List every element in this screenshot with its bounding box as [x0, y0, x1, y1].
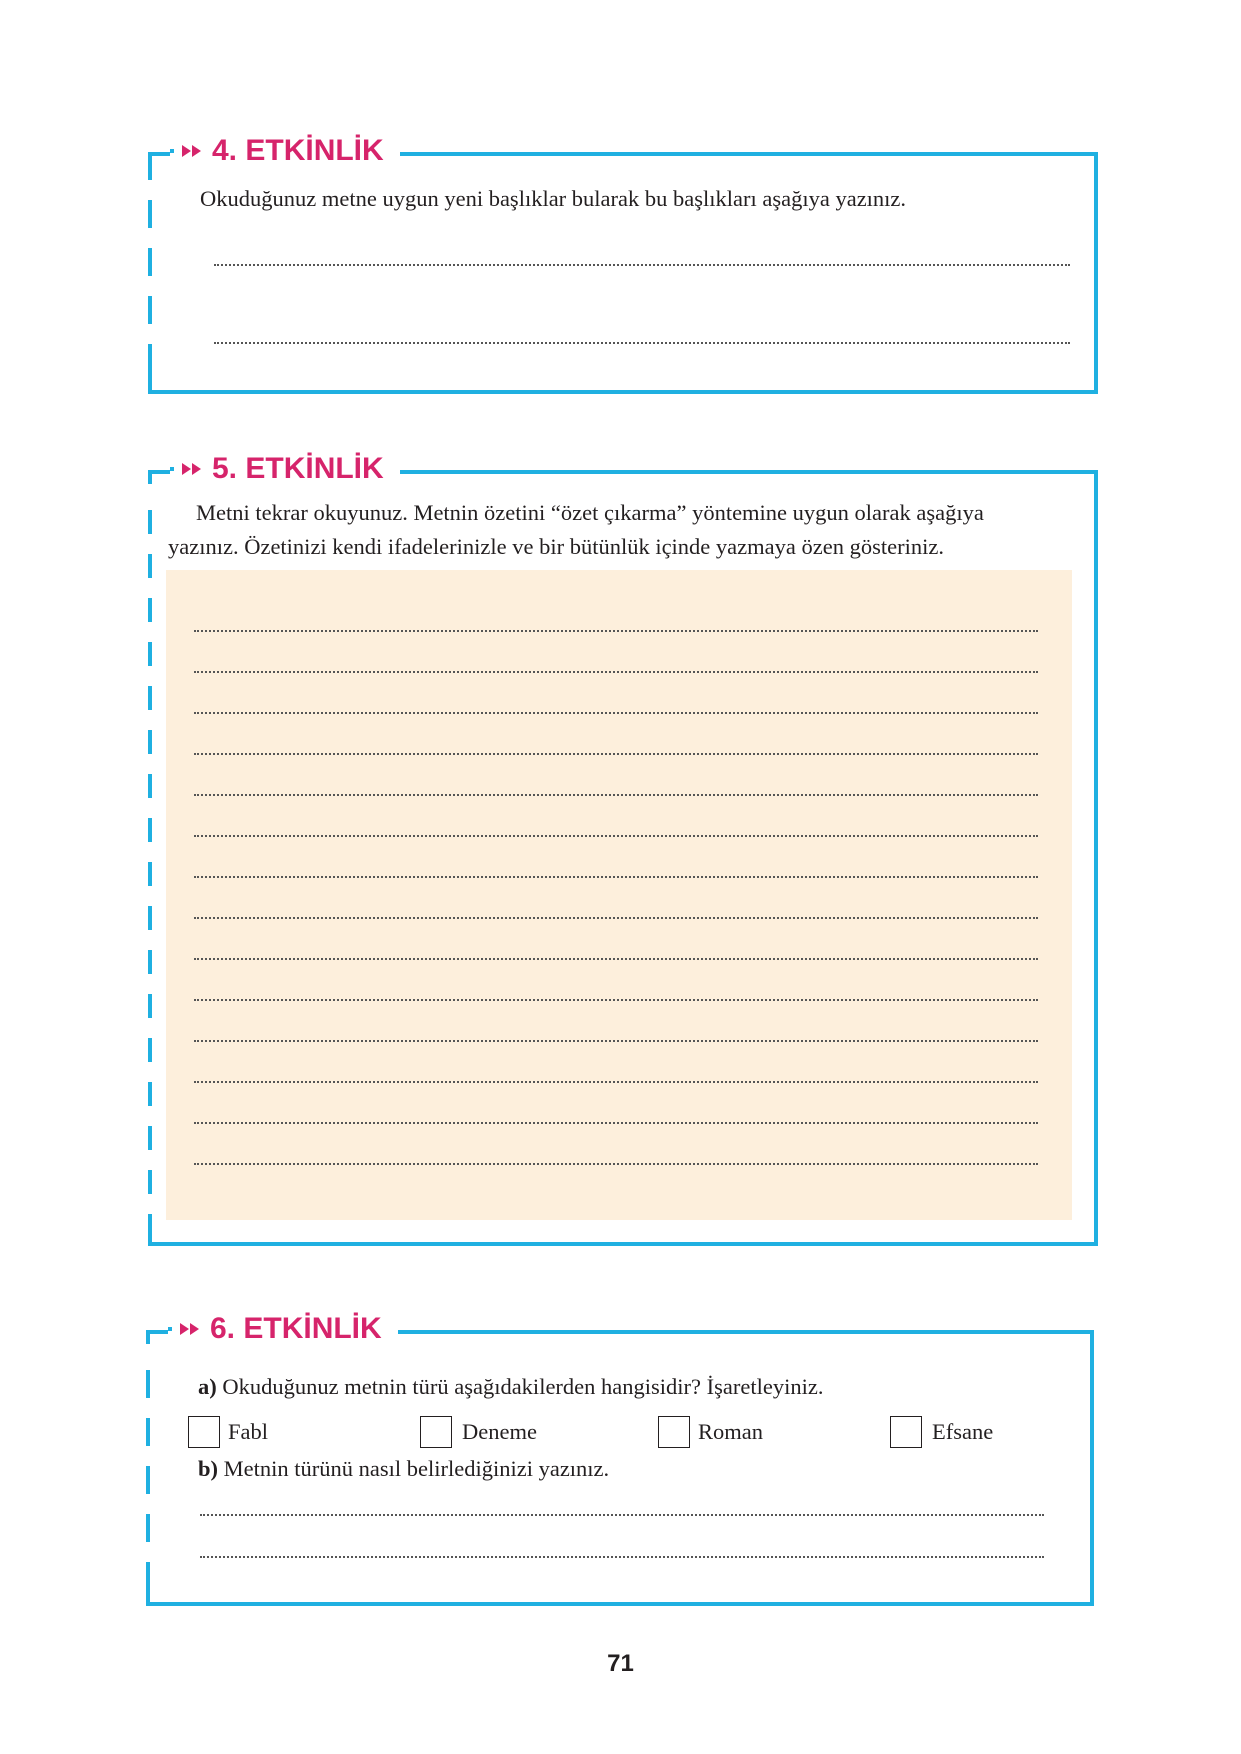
activity-4-title: 4. ETKİNLİK: [212, 134, 384, 167]
page-number: 71: [607, 1650, 634, 1677]
option-efsane-checkbox[interactable]: [890, 1416, 922, 1448]
answer-line[interactable]: [194, 958, 1038, 960]
answer-line[interactable]: [194, 999, 1038, 1001]
activity-5-instruction-line-1: Metni tekrar okuyunuz. Metnin özetini “özet çıkarma” yöntemine uygun olarak aşağıya: [196, 500, 984, 525]
question-a-label: a): [198, 1374, 217, 1399]
answer-line[interactable]: [194, 753, 1038, 755]
option-deneme-label: Deneme: [462, 1419, 537, 1444]
activity-5-heading: [170, 452, 400, 486]
question-b-label: b): [198, 1456, 219, 1481]
answer-line[interactable]: [194, 1122, 1038, 1124]
double-arrow-icon: [180, 1323, 200, 1335]
answer-line[interactable]: [194, 671, 1038, 673]
answer-line[interactable]: [194, 712, 1038, 714]
answer-line[interactable]: [194, 630, 1038, 632]
activity-4-heading: [170, 134, 400, 168]
activity-5-title: 5. ETKİNLİK: [212, 452, 384, 485]
double-arrow-icon: [182, 145, 202, 157]
option-fabl-label: Fabl: [228, 1419, 269, 1444]
dot-leader-icon: [170, 467, 174, 471]
option-roman-label: Roman: [698, 1419, 763, 1444]
option-efsane-label: Efsane: [932, 1419, 994, 1444]
double-arrow-icon: [182, 463, 202, 475]
answer-line[interactable]: [214, 264, 1070, 266]
dot-leader-icon: [170, 149, 174, 153]
option-fabl-checkbox[interactable]: [188, 1416, 220, 1448]
activity-4-instruction: Okuduğunuz metne uygun yeni başlıklar bularak bu başlıkları aşağıya yazınız.: [200, 186, 907, 211]
dot-leader-icon: [168, 1327, 172, 1331]
activity-5-instruction-line-2: yazınız. Özetinizi kendi ifadelerinizle ve bir bütünlük içinde yazmaya özen gösteriniz.: [168, 534, 944, 559]
answer-line[interactable]: [194, 1040, 1038, 1042]
answer-line[interactable]: [194, 835, 1038, 837]
answer-line[interactable]: [200, 1556, 1044, 1558]
option-deneme-checkbox[interactable]: [420, 1416, 452, 1448]
activity-6-heading: [168, 1312, 398, 1346]
answer-line[interactable]: [200, 1514, 1044, 1516]
answer-line[interactable]: [214, 342, 1070, 344]
question-b: [198, 1452, 609, 1486]
question-b-text: Metnin türünü nasıl belirlediğinizi yazınız.: [223, 1456, 610, 1481]
activity-6-title: 6. ETKİNLİK: [210, 1312, 382, 1345]
answer-line[interactable]: [194, 917, 1038, 919]
answer-line[interactable]: [194, 1081, 1038, 1083]
question-a-text: Okuduğunuz metnin türü aşağıdakilerden hangisidir? İşaretleyiniz.: [222, 1374, 824, 1399]
question-a: [198, 1370, 823, 1404]
answer-line[interactable]: [194, 876, 1038, 878]
option-roman-checkbox[interactable]: [658, 1416, 690, 1448]
answer-line[interactable]: [194, 794, 1038, 796]
answer-line[interactable]: [194, 1163, 1038, 1165]
